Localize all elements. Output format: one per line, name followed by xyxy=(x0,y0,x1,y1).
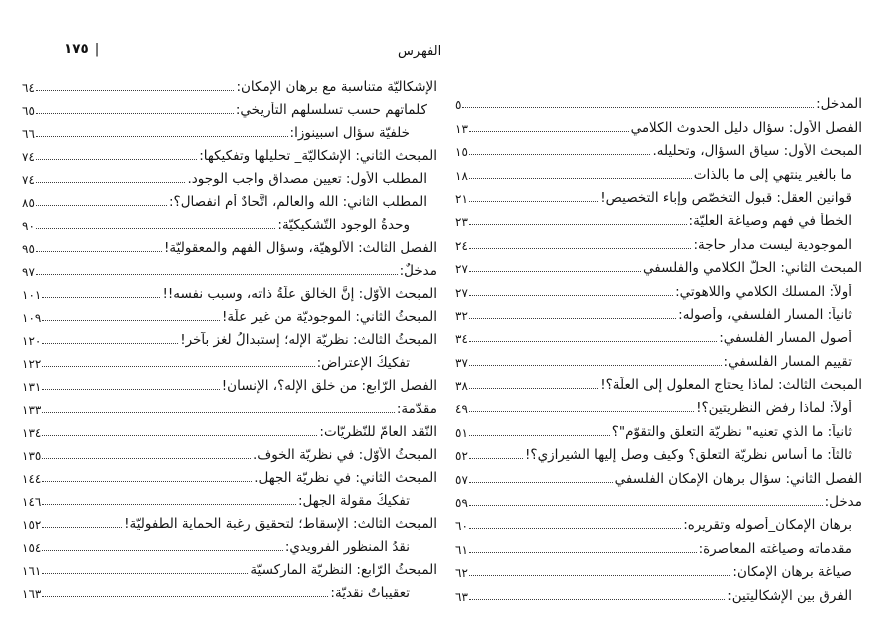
dot-leader xyxy=(469,295,673,296)
page-number-separator: | xyxy=(94,41,100,57)
toc-entry xyxy=(455,393,862,416)
toc-entry-title: تفكيكُ مقولة الجهل: xyxy=(297,493,410,509)
toc-entry-page: ٣٨ xyxy=(455,379,468,394)
toc-entry-title: المبحثُ الثاني: الموجوديّة من غير علّة! xyxy=(221,309,437,325)
toc-entry xyxy=(22,95,437,118)
toc-entry xyxy=(22,118,437,141)
dot-leader xyxy=(42,573,248,574)
toc-entry-page: ١٤٤ xyxy=(22,472,42,486)
dot-leader xyxy=(469,318,676,319)
dot-leader xyxy=(469,224,687,225)
page-number xyxy=(64,41,99,57)
toc-entry-page: ١٣٣ xyxy=(22,403,42,417)
toc-entry-page: ٣٤ xyxy=(455,332,468,347)
dot-leader xyxy=(42,343,178,344)
toc-entry-page: ١٤٦ xyxy=(22,495,42,509)
toc-entry xyxy=(22,532,437,555)
toc-entry-title: مدخلٌ: xyxy=(399,263,437,279)
toc-entry xyxy=(22,394,437,417)
toc-entry-page: ٢٣ xyxy=(455,215,468,230)
dot-leader xyxy=(469,575,731,576)
dot-leader xyxy=(36,90,235,91)
toc-column-right xyxy=(455,89,862,604)
toc-entry xyxy=(455,557,862,580)
toc-entry-page: ١٥٤ xyxy=(22,541,42,555)
toc-entry-page: ٢٧ xyxy=(455,285,468,300)
dot-leader xyxy=(36,182,186,183)
dot-leader xyxy=(36,205,167,206)
dot-leader xyxy=(42,389,219,390)
dot-leader xyxy=(42,596,328,597)
toc-entry-title: المبحثُ الثالث: نظريّة الإله؛ إستبدالُ لغز بآخر! xyxy=(180,332,437,348)
toc-entry-page: ٣٢ xyxy=(455,308,468,323)
toc-entry xyxy=(455,276,862,299)
dot-leader xyxy=(469,435,610,436)
toc-entry-title: برهان الإمكان_أصوله وتقريره: xyxy=(683,517,852,534)
toc-entry xyxy=(455,112,862,135)
toc-entry-page: ٩٠ xyxy=(22,219,35,233)
dot-leader xyxy=(469,411,694,412)
toc-entry-title: المبحث الثاني: الإشكاليّة_ تحليلها وتفكيكها: xyxy=(199,148,437,164)
page-number-value: ١٧٥ xyxy=(64,41,89,57)
toc-entry xyxy=(455,323,862,346)
toc-entry xyxy=(22,371,437,394)
toc-entry-page: ١٢٢ xyxy=(22,357,42,371)
toc-entry-page: ١٣٥ xyxy=(22,449,42,463)
toc-entry-page: ٢١ xyxy=(455,191,468,206)
toc-entry xyxy=(455,487,862,510)
toc-entry-page: ٨٥ xyxy=(22,196,35,210)
toc-entry-page: ١٦١ xyxy=(22,564,42,578)
toc-entry-title: نقدُ المنظور الفرويدي: xyxy=(284,539,410,555)
toc-entry-title: ثانياً: ما الذي تعنيه" نظريّة التعلق والتقوّم"؟ xyxy=(611,423,852,440)
toc-entry xyxy=(22,440,437,463)
toc-entry-page: ٦٣ xyxy=(455,589,468,604)
toc-entry xyxy=(455,300,862,323)
toc-entry-page: ٣٧ xyxy=(455,355,468,370)
toc-entry xyxy=(22,463,437,486)
toc-entry-title: المبحثُ الأوّل: في نظريّة الخوف. xyxy=(252,447,437,463)
toc-entry-page: ٧٤ xyxy=(22,150,35,164)
toc-entry-page: ١٠٩ xyxy=(22,311,42,325)
dot-leader xyxy=(42,297,160,298)
dot-leader xyxy=(469,365,722,366)
dot-leader xyxy=(469,552,697,553)
toc-entry xyxy=(22,141,437,164)
toc-entry-title: ثانياً: المسار الفلسفي، وأصوله: xyxy=(678,306,852,323)
toc-entry xyxy=(455,206,862,229)
toc-entry-title: الإشكاليّة متناسبة مع برهان الإمكان: xyxy=(236,79,437,95)
toc-entry xyxy=(22,417,437,440)
dot-leader xyxy=(469,154,651,155)
dot-leader xyxy=(36,228,276,229)
dot-leader xyxy=(36,251,162,252)
toc-entry-page: ٢٤ xyxy=(455,238,468,253)
toc-entry-page: ٥٧ xyxy=(455,472,468,487)
dot-leader xyxy=(36,136,288,137)
dot-leader xyxy=(469,505,823,506)
toc-entry xyxy=(22,72,437,95)
dot-leader xyxy=(469,458,523,459)
toc-entry-title: أولاً: لماذا رفض النظريتين؟! xyxy=(696,400,852,417)
toc-entry-title: المبحث الثالث: الإسقاط؛ لتحقيق رغبة الحماية الطفوليّة! xyxy=(124,516,437,532)
toc-entry-title: الموجودية ليست مدار حاجة: xyxy=(693,236,852,253)
toc-entry-title: مدخل: xyxy=(824,494,862,511)
toc-entry-page: ٦٦ xyxy=(22,127,35,141)
dot-leader xyxy=(469,388,598,389)
toc-entry-page: ٥ xyxy=(455,98,462,113)
dot-leader xyxy=(42,435,317,436)
toc-entry xyxy=(455,183,862,206)
toc-entry-page: ١٣٤ xyxy=(22,426,42,440)
dot-leader xyxy=(36,159,197,160)
toc-entry-page: ٦٢ xyxy=(455,566,468,581)
toc-entry-page: ٥٩ xyxy=(455,496,468,511)
toc-entry xyxy=(22,325,437,348)
toc-entry-title: أصول المسار الفلسفي: xyxy=(719,330,852,347)
toc-entry-title: المدخل: xyxy=(816,96,862,113)
toc-entry-title: مقدّمة: xyxy=(396,401,437,417)
toc-entry-page: ١٢٠ xyxy=(22,334,42,348)
dot-leader xyxy=(462,107,814,108)
toc-entry-title: وحدةُ الوجود التّشكيكيّة: xyxy=(277,217,410,233)
toc-entry xyxy=(455,253,862,276)
toc-entry-title: المبحث الثالث: لماذا يحتاج المعلول إلى العلّة؟! xyxy=(600,377,862,394)
toc-entry xyxy=(455,370,862,393)
dot-leader xyxy=(469,341,717,342)
toc-entry xyxy=(22,279,437,302)
toc-entry-page: ٦٥ xyxy=(22,104,35,118)
toc-entry xyxy=(22,486,437,509)
toc-entry-title: المبحث الأوّل: إنَّ الخالق علّةُ ذاته، وسبب نفسه!! xyxy=(162,286,437,302)
toc-entry xyxy=(22,256,437,279)
toc-entry-page: ٩٧ xyxy=(22,265,35,279)
toc-entry xyxy=(455,416,862,439)
toc-entry-page: ١٠١ xyxy=(22,288,42,302)
toc-entry-page: ١٦٣ xyxy=(22,587,42,601)
toc-entry-title: تعقيباتٌ نقديّة: xyxy=(330,585,410,601)
toc-entry xyxy=(22,164,437,187)
dot-leader xyxy=(469,528,681,529)
toc-entry-page: ١٥ xyxy=(455,145,468,160)
toc-entry-title: كلماتهم حسب تسلسلهم التأريخي: xyxy=(235,102,427,118)
toc-entry-title: مقدماته وصياغته المعاصرة: xyxy=(698,540,852,557)
dot-leader xyxy=(42,458,251,459)
dot-leader xyxy=(42,412,394,413)
toc-entry-page: ٦٠ xyxy=(455,519,468,534)
toc-entry-title: الفصل الثاني: سؤال برهان الإمكان الفلسفي xyxy=(614,470,862,487)
dot-leader xyxy=(469,599,725,600)
toc-entry-title: ثالثاً: ما أساس نظريّة التعلق؟ وكيف وصل إليها الشيرازي؟! xyxy=(525,447,852,464)
toc-entry xyxy=(22,187,437,210)
toc-entry-title: ما بالغير ينتهي إلى ما بالذات xyxy=(693,166,852,183)
toc-entry-page: ١٣١ xyxy=(22,380,42,394)
toc-entry xyxy=(455,159,862,182)
toc-entry-page: ٥١ xyxy=(455,425,468,440)
toc-entry-title: المطلب الثاني: الله والعالم، اتَّحادٌ أم انفصال؟: xyxy=(169,194,427,210)
dot-leader xyxy=(469,271,641,272)
toc-entry-title: تفكيكُ الإعتراض: xyxy=(316,355,410,371)
toc-entry xyxy=(22,210,437,233)
dot-leader xyxy=(42,366,314,367)
toc-entry-page: ٦٤ xyxy=(22,81,35,95)
toc-entry-title: أولاً: المسلك الكلامي واللاهوتي: xyxy=(675,283,852,300)
toc-entry-title: المطلب الأول: تعيين مصداق واجب الوجود. xyxy=(187,171,427,187)
toc-entry-title: المبحث الأول: سياق السؤال، وتحليله. xyxy=(652,143,862,160)
toc-entry-page: ١٣ xyxy=(455,121,468,136)
toc-entry xyxy=(22,302,437,325)
dot-leader xyxy=(469,482,613,483)
toc-entry-page: ٦١ xyxy=(455,542,468,557)
dot-leader xyxy=(469,248,692,249)
toc-entry-title: الفصل الأول: سؤال دليل الحدوث الكلامي xyxy=(630,119,862,136)
toc-column-left xyxy=(22,72,437,601)
toc-entry-page: ٥٢ xyxy=(455,449,468,464)
toc-entry-title: الفصل الرّابع: من خلق الإله؟، الإنسان! xyxy=(221,378,437,394)
toc-entry xyxy=(455,136,862,159)
toc-entry-title: المبحث الثاني: في نظريّة الجهل. xyxy=(254,470,437,486)
toc-entry-title: تقييم المسار الفلسفي: xyxy=(723,353,852,370)
toc-entry-title: النّقد العامّ للنّظريّات: xyxy=(319,424,437,440)
dot-leader xyxy=(42,320,220,321)
toc-entry xyxy=(455,463,862,486)
dot-leader xyxy=(469,201,598,202)
toc-entry xyxy=(22,509,437,532)
dot-leader xyxy=(36,113,234,114)
dot-leader xyxy=(42,527,122,528)
toc-entry-title: الفرق بين الإشكاليتين: xyxy=(727,587,852,604)
dot-leader xyxy=(42,481,252,482)
toc-entry xyxy=(455,580,862,603)
toc-entry xyxy=(22,348,437,371)
toc-entry xyxy=(22,578,437,601)
toc-entry-page: ٩٥ xyxy=(22,242,35,256)
toc-entry xyxy=(455,440,862,463)
toc-entry-title: صياغة برهان الإمكان: xyxy=(732,564,852,581)
toc-entry xyxy=(22,555,437,578)
dot-leader xyxy=(469,131,629,132)
dot-leader xyxy=(36,274,398,275)
toc-entry-title: المبحث الثاني: الحلّ الكلامي والفلسفي xyxy=(643,260,862,277)
toc-entry xyxy=(22,233,437,256)
dot-leader xyxy=(42,550,282,551)
dot-leader xyxy=(469,178,692,179)
toc-entry xyxy=(455,89,862,112)
toc-entry-title: خلفيّة سؤال اسبينوزا: xyxy=(289,125,410,141)
page-title: الفهرس xyxy=(398,44,442,59)
toc-entry-page: ٧٤ xyxy=(22,173,35,187)
toc-entry-page: ٤٩ xyxy=(455,402,468,417)
toc-entry xyxy=(455,510,862,533)
toc-entry-title: قوانين العقل: قبول التخصّص وإباء التخصيص! xyxy=(600,189,852,206)
toc-entry-title: الفصل الثالث: الألوهيّة، وسؤال الفهم والمعقوليّة! xyxy=(164,240,437,256)
toc-entry-page: ١٥٢ xyxy=(22,518,42,532)
toc-entry-page: ٢٧ xyxy=(455,262,468,277)
toc-entry xyxy=(455,346,862,369)
toc-entry-title: المبحثُ الرّابع: النظريّة الماركسيّة xyxy=(250,562,437,578)
dot-leader xyxy=(42,504,296,505)
toc-entry xyxy=(455,229,862,252)
toc-entry-page: ١٨ xyxy=(455,168,468,183)
toc-entry-title: الخطأ في فهم وصياغة العليّة: xyxy=(688,213,852,230)
toc-entry xyxy=(455,533,862,556)
